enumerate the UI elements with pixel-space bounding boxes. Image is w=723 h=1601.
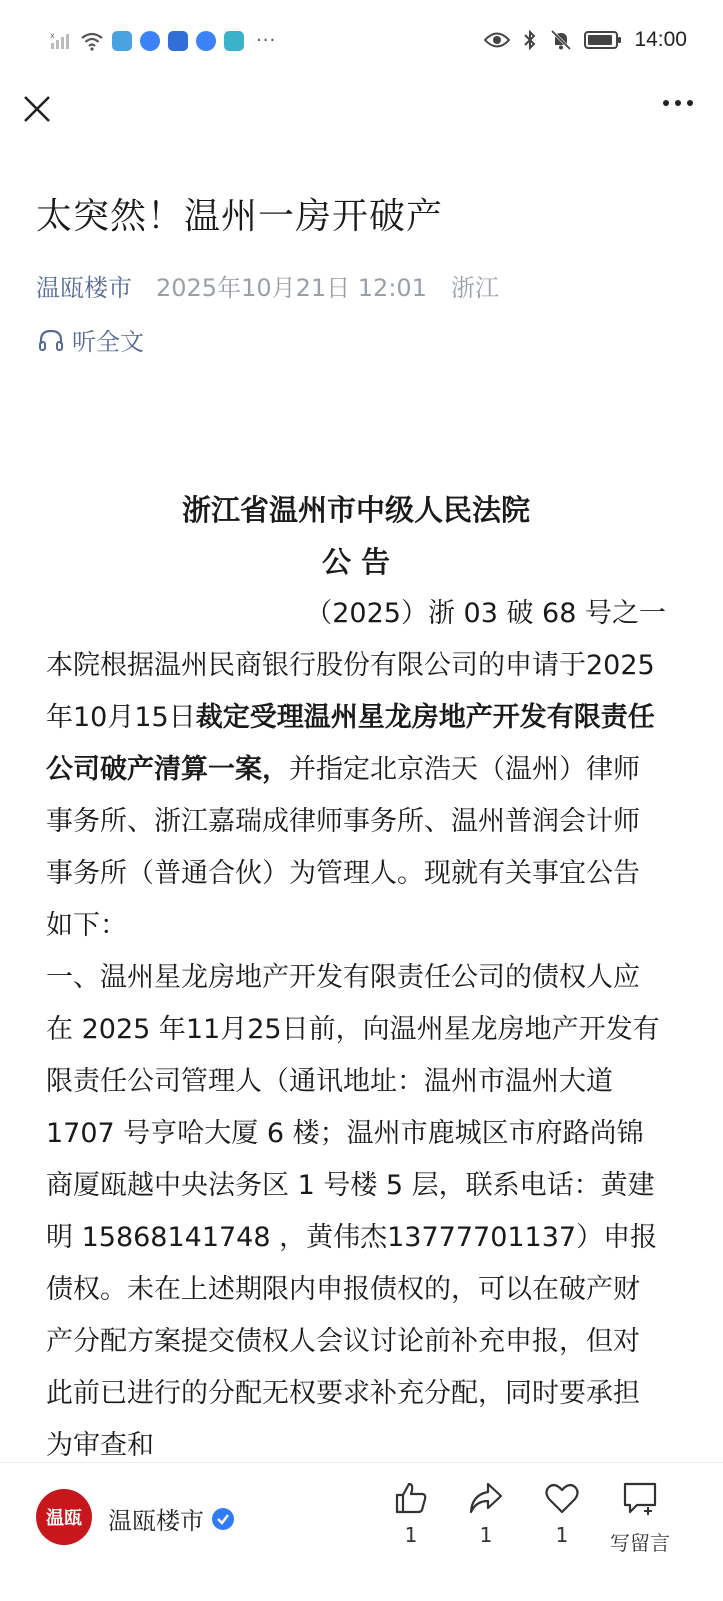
svg-text:x: x bbox=[50, 30, 55, 40]
dot bbox=[687, 100, 693, 106]
like-count: 1 bbox=[404, 1523, 418, 1547]
more-icon[interactable] bbox=[663, 100, 693, 106]
status-right bbox=[484, 28, 687, 52]
listen-button[interactable] bbox=[38, 322, 144, 357]
comment-icon bbox=[621, 1481, 659, 1515]
court-name: 浙江省温州市中级人民法院 bbox=[181, 493, 530, 527]
paragraph-2: 一、温州星龙房地产开发有限责任公司的债权人应在 2025 年11月25日前，向温州星龙房地产开发有限责任公司管理人（通讯地址：温州市温州大道 1707 号亨哈大厦 6 楼；温州市鹿城区市府路尚锦商厦瓯越中央法务区 1 号楼 5 层，联系电话：黄建明 15868141748 ，黄伟杰13777701137）申报债权。未在上述期限内申报债权的，可以在破产财产分配方案提交债权人会议讨论前补充申报，但对此前已进行的分配无权要求补充分配，同时要承担为审查和 bbox=[46, 962, 660, 1461]
eye-icon bbox=[484, 31, 510, 49]
status-bar bbox=[0, 0, 723, 84]
battery-icon bbox=[584, 30, 622, 50]
app-notification-icon bbox=[140, 31, 160, 51]
share-button[interactable] bbox=[456, 1481, 516, 1547]
comment-button[interactable] bbox=[600, 1481, 680, 1556]
favorite-button[interactable] bbox=[532, 1481, 592, 1547]
account-name: 温瓯楼市 bbox=[108, 1507, 204, 1535]
thumbs-up-icon bbox=[393, 1481, 429, 1515]
paragraph-1-text-b: 并指定北京浩天（温州）律师事务所、浙江嘉瑞成律师事务所、温州普润会计师事务所（普通合伙）为管理人。现就有关事宜公告如下： bbox=[46, 754, 640, 941]
share-count: 1 bbox=[479, 1523, 493, 1547]
paragraph-1 bbox=[46, 640, 666, 952]
article-meta bbox=[36, 268, 499, 303]
clock: 14:00 bbox=[634, 28, 687, 51]
comment-label: 写留言 bbox=[610, 1531, 670, 1555]
wifi-icon bbox=[80, 31, 104, 51]
bluetooth-icon bbox=[522, 29, 538, 51]
article-body bbox=[46, 484, 666, 1472]
author-link[interactable]: 温瓯楼市 bbox=[36, 274, 132, 302]
like-button[interactable] bbox=[381, 1481, 441, 1547]
avatar[interactable]: 温瓯 bbox=[36, 1489, 92, 1545]
notice-heading: 公 告 bbox=[321, 545, 391, 579]
dot bbox=[675, 100, 681, 106]
favorite-count: 1 bbox=[555, 1523, 569, 1547]
publish-time: 2025年10月21日 12:01 bbox=[156, 274, 427, 302]
cloud-icon bbox=[168, 31, 188, 51]
heart-icon bbox=[544, 1481, 580, 1515]
dot bbox=[663, 100, 669, 106]
status-left bbox=[50, 30, 276, 51]
signal-icon bbox=[50, 31, 72, 51]
close-icon[interactable] bbox=[20, 92, 54, 126]
app-notification-icon bbox=[196, 31, 216, 51]
headphones-icon bbox=[38, 328, 64, 352]
app-notification-icon bbox=[112, 31, 132, 51]
more-notifications: ··· bbox=[256, 30, 277, 51]
share-icon bbox=[468, 1481, 504, 1515]
mute-icon bbox=[550, 29, 572, 51]
book-icon bbox=[224, 31, 244, 51]
listen-label: 听全文 bbox=[72, 328, 144, 356]
paragraph-1-text-a: 本院根据温州民商银行股份有限公司的申请于2025年10月15日 bbox=[46, 650, 655, 733]
paragraph-1-bold: 裁定受理温州星龙房地产开发有限责任公司破产清算一案， bbox=[46, 702, 655, 785]
article-title: 太突然！温州一房开破产 bbox=[36, 196, 444, 237]
location: 浙江 bbox=[450, 274, 499, 302]
bottom-bar bbox=[0, 1462, 723, 1601]
verified-icon bbox=[212, 1508, 234, 1530]
account-info[interactable] bbox=[108, 1501, 234, 1536]
case-number: （2025）浙 03 破 68 号之一 bbox=[305, 598, 666, 629]
